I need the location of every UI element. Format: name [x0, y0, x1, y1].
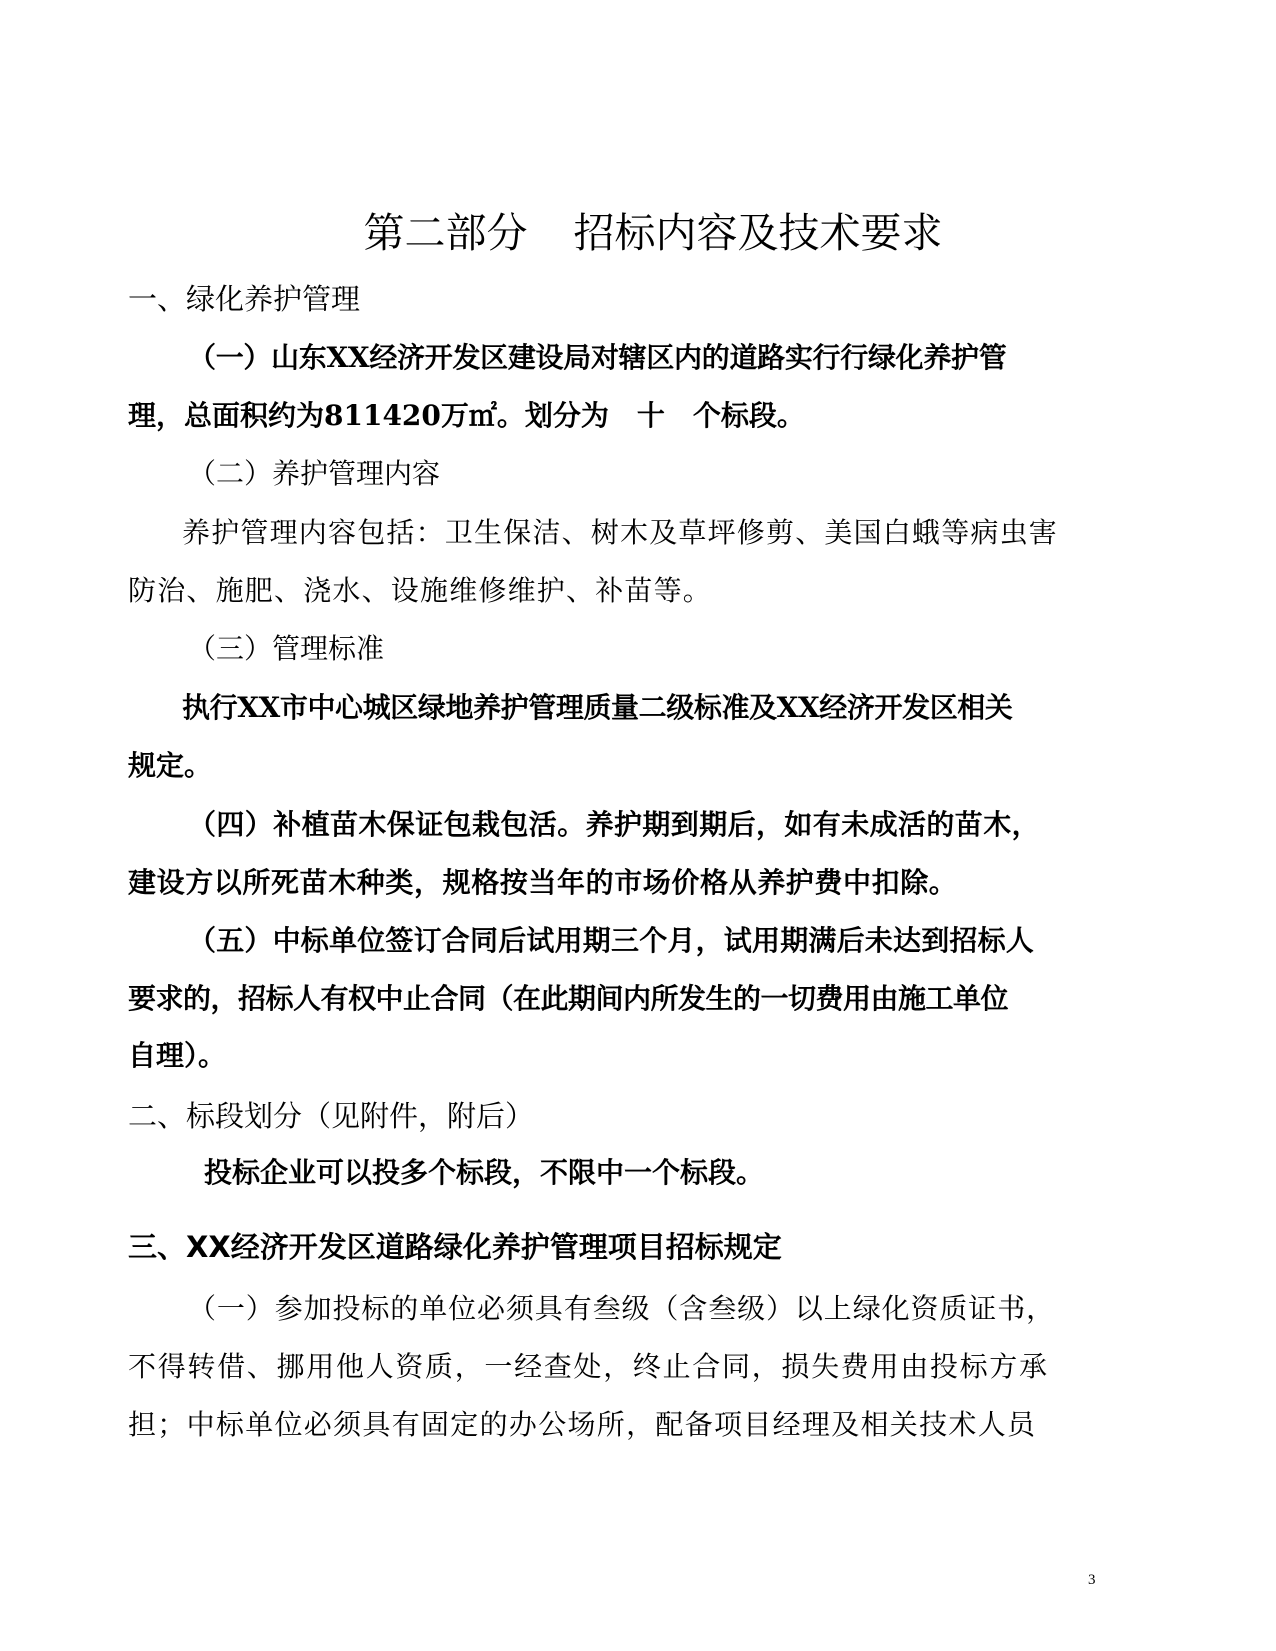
paragraph-line: 担；中标单位必须具有固定的办公场所，配备项目经理及相关技术人员: [128, 1408, 1037, 1441]
paragraph-line: （四）补植苗木保证包栽包活。养护期到期后，如有未成活的苗木，: [188, 808, 1041, 841]
section-heading-2: 二、标段划分（见附件，附后）: [128, 1099, 535, 1133]
paragraph-line: 要求的，招标人有权中止合同（在此期间内所发生的一切费用由施工单位: [128, 982, 1009, 1015]
title-part: 第二部分: [363, 209, 528, 257]
paragraph-line: 防治、施肥、浇水、设施维修维护、补苗等。: [128, 574, 713, 607]
paragraph-line: （一）参加投标的单位必须具有叁级（含叁级）以上绿化资质证书，: [188, 1292, 1056, 1325]
section-heading-1: 一、绿化养护管理: [128, 282, 361, 316]
section-heading-3: 三、XX经济开发区道路绿化养护管理项目招标规定: [128, 1230, 782, 1264]
paragraph-line: （一）山东XX经济开发区建设局对辖区内的道路实行行绿化养护管: [188, 341, 1007, 374]
paragraph-line: 养护管理内容包括：卫生保洁、树木及草坪修剪、美国白蛾等病虫害: [182, 516, 1059, 549]
paragraph-line: 理，总面积约为811420万㎡。划分为 十 个标段。: [128, 399, 805, 432]
page-number: 3: [1088, 1572, 1096, 1588]
paragraph-line: 建设方以所死苗木种类，规格按当年的市场价格从养护费中扣除。: [128, 866, 958, 899]
paragraph-line: 自理）。: [128, 1039, 227, 1072]
paragraph-line: （五）中标单位签订合同后试用期三个月，试用期满后未达到招标人: [188, 924, 1035, 957]
title-main: 招标内容及技术要求: [573, 209, 943, 257]
paragraph-line: 执行XX市中心城区绿地养护管理质量二级标准及XX经济开发区相关: [182, 691, 1013, 724]
subsection-heading: （二）养护管理内容: [188, 457, 441, 490]
paragraph-line: 不得转借、挪用他人资质，一经查处，终止合同，损失费用由投标方承: [128, 1350, 1049, 1383]
subsection-heading: （三）管理标准: [188, 632, 385, 665]
paragraph-line: 规定。: [128, 749, 213, 782]
paragraph-line: 投标企业可以投多个标段，不限中一个标段。: [204, 1156, 765, 1189]
page-title: [0, 200, 1276, 259]
